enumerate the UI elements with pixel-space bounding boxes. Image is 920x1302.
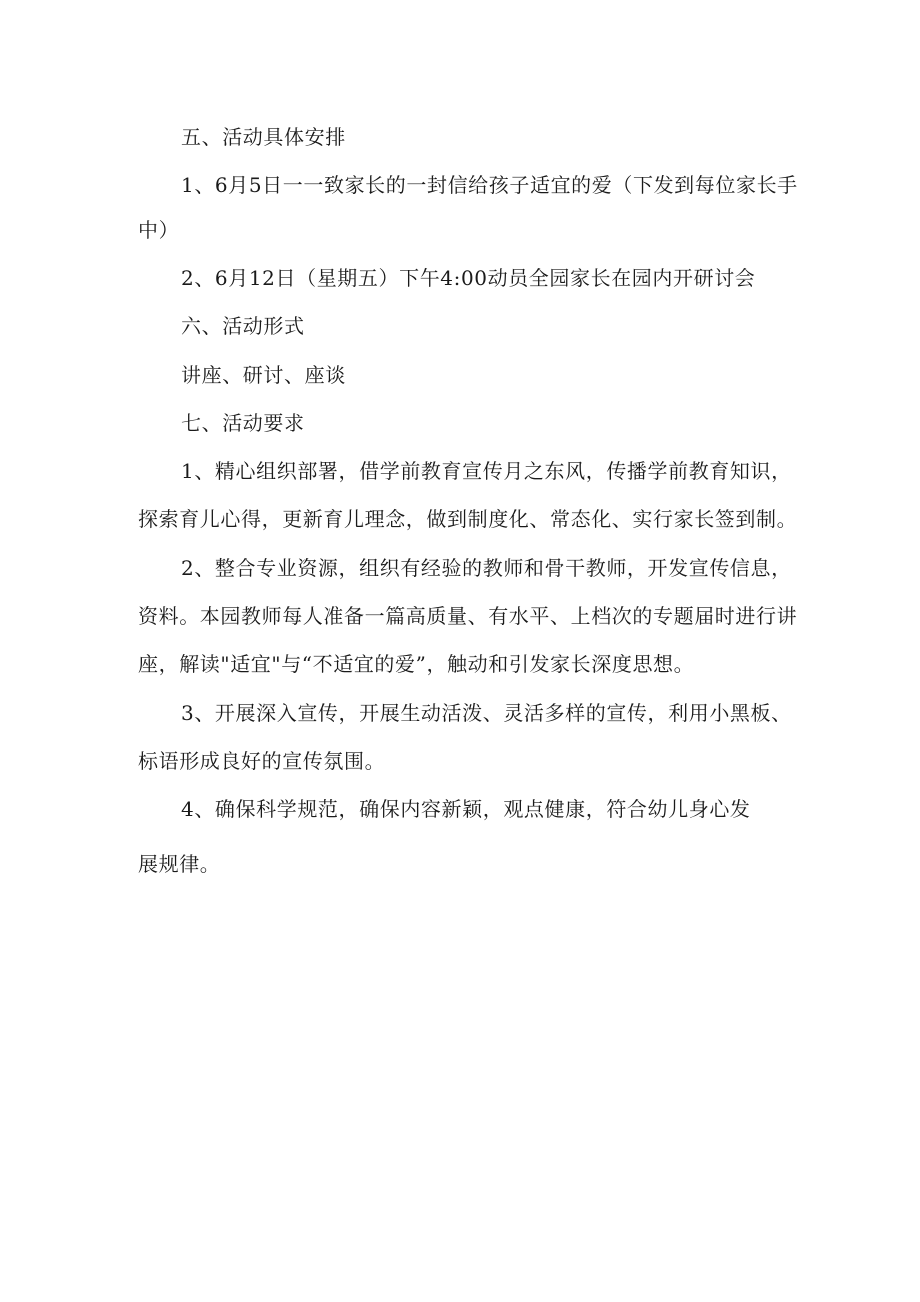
section-heading-5: 五、活动具体安排 bbox=[181, 125, 346, 149]
paragraph-line: 中） bbox=[138, 218, 180, 242]
paragraph-line: 1、6月5日一一致家长的一封信给孩子适宜的爱（下发到每位家长手 bbox=[181, 173, 798, 197]
paragraph-line: 探索育儿心得，更新育儿理念，做到制度化、常态化、实行家长签到制。 bbox=[138, 507, 798, 531]
paragraph-line: 标语形成良好的宣传氛围。 bbox=[138, 749, 386, 773]
section-heading-6: 六、活动形式 bbox=[181, 314, 305, 338]
paragraph-line: 资料。本园教师每人准备一篇高质量、有水平、上档次的专题届时进行讲 bbox=[138, 604, 798, 628]
paragraph-line: 4、确保科学规范，确保内容新颖，观点健康，符合幼儿身心发 bbox=[181, 797, 751, 821]
paragraph-line: 3、开展深入宣传，开展生动活泼、灵活多样的宣传，利用小黑板、 bbox=[181, 701, 792, 725]
section-heading-7: 七、活动要求 bbox=[181, 411, 305, 435]
paragraph-line: 讲座、研讨、座谈 bbox=[181, 363, 346, 387]
paragraph-line: 2、整合专业资源，组织有经验的教师和骨干教师，开发宣传信息， bbox=[181, 556, 792, 580]
paragraph-line: 展规律。 bbox=[138, 852, 221, 876]
paragraph-line: 座，解读"适宜"与“不适宜的爱”，触动和引发家长深度思想。 bbox=[138, 652, 695, 676]
paragraph-line: 1、精心组织部署，借学前教育宣传月之东风，传播学前教育知识， bbox=[181, 459, 792, 483]
paragraph-line: 2、6月12日（星期五）下午4:00动员全园家长在园内开研讨会 bbox=[181, 266, 756, 290]
